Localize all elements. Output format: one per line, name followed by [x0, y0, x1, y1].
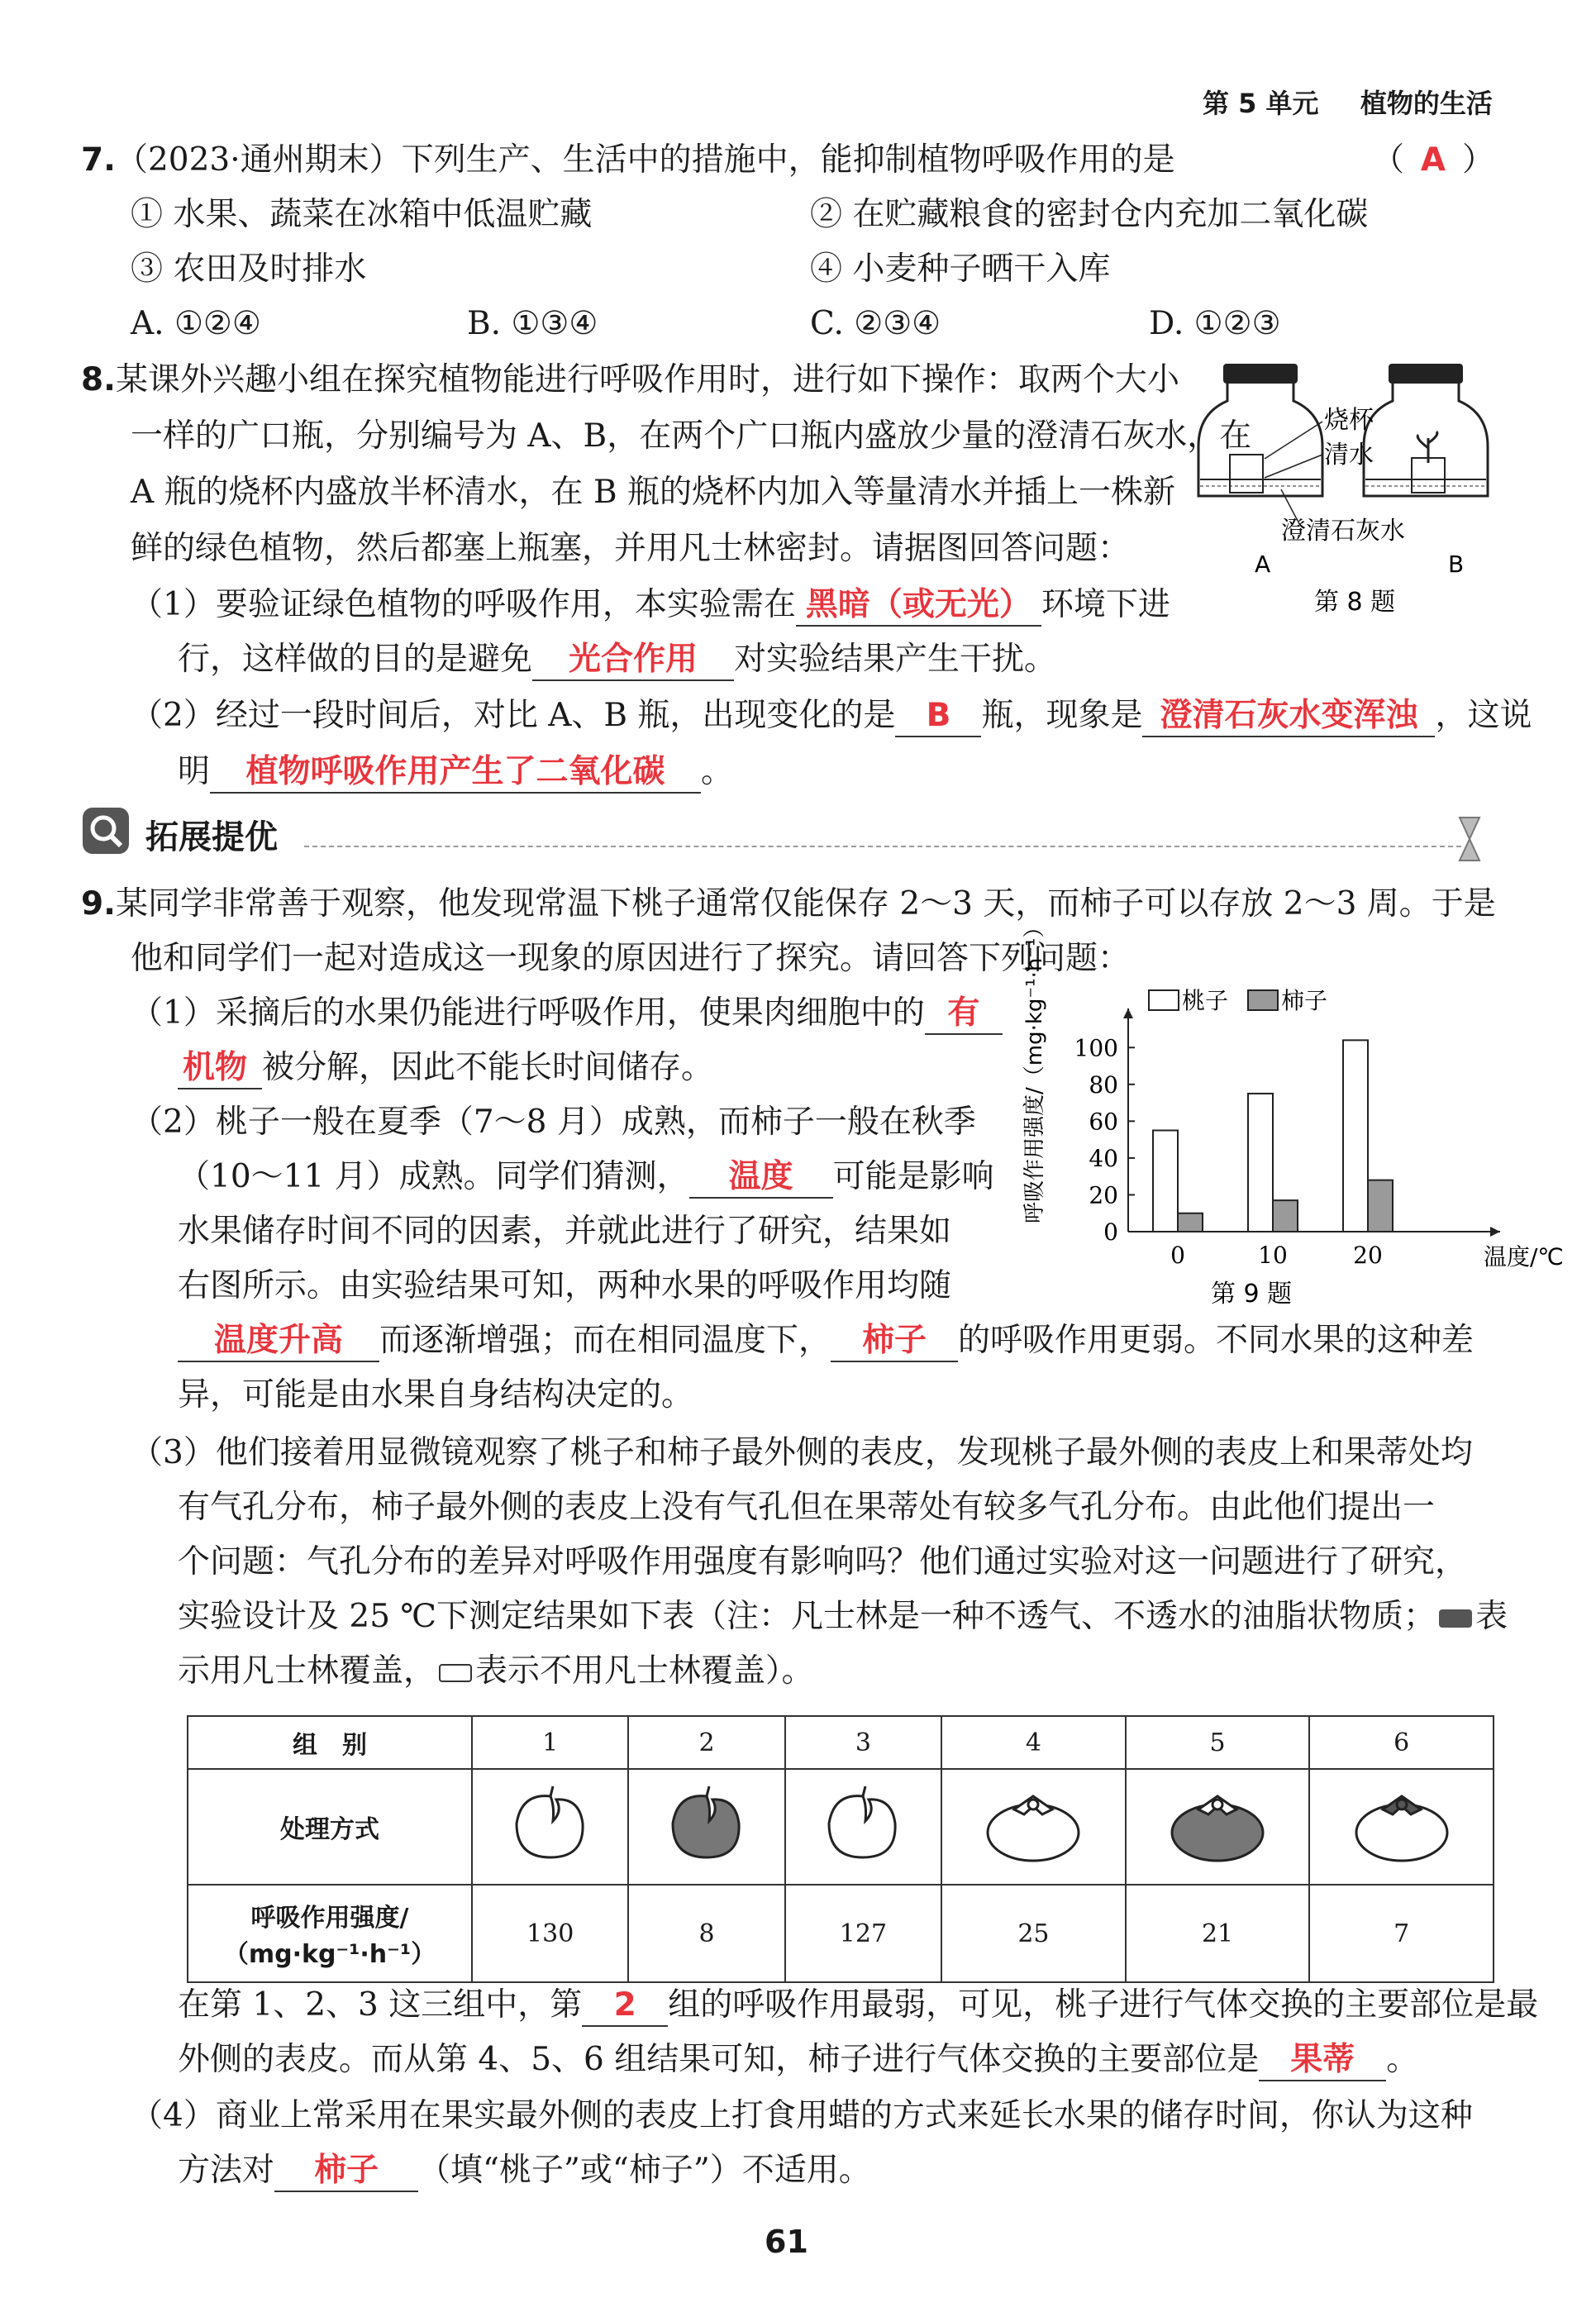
table-cell-fruit — [628, 1769, 784, 1885]
q9-chart-caption: 第 9 题 — [1211, 1280, 1293, 1309]
bar-peach — [1343, 1040, 1368, 1232]
peach-uncovered-icon — [817, 1778, 908, 1869]
persimmon-uncovered-icon — [979, 1778, 1087, 1869]
q8-p1-text: 对实验结果产生干扰。 — [734, 641, 1057, 678]
table-header-treatment: 处理方式 — [188, 1769, 472, 1885]
y-tick-label: 100 — [1074, 1034, 1118, 1062]
q8-p2-text: （2）经过一段时间后，对比 A、B 瓶，出现变化的是 — [131, 697, 896, 734]
q7-item-4: ④ 小麦种子晒干入库 — [810, 250, 1111, 288]
q8-line-1 — [81, 357, 1179, 403]
q9-part4-line1: （4）商业上常采用在果实最外侧的表皮上打食用蜡的方式来延长水果的储存时间，你认为这种 — [131, 2097, 1473, 2134]
q7-option-b: B. ①③④ — [467, 305, 598, 342]
q9-p3-text: 示用凡士林覆盖， — [178, 1652, 436, 1690]
q7-item-2: ② 在贮藏粮食的密封仓内充加二氧化碳 — [810, 196, 1369, 233]
peach-uncovered-icon — [505, 1778, 596, 1869]
q9-part2-line2 — [178, 1154, 994, 1200]
q9-p3-text: 。 — [1386, 2041, 1419, 2078]
y-axis-label: 呼吸作用强度/（mg·kg⁻¹·h⁻¹） — [1022, 916, 1047, 1223]
q8-answer-phenomenon: 澄清石灰水变浑浊 — [1142, 696, 1435, 737]
q9-p3-text: 组的呼吸作用最弱，可见，桃子进行气体交换的主要部位是最 — [668, 1986, 1539, 2024]
label-a: A — [1255, 551, 1271, 578]
legend-swatch-persimmon — [1248, 990, 1278, 1010]
table-row-intensity — [188, 1885, 1494, 1982]
paren-close: ） — [1462, 141, 1495, 179]
q9-p4-text: （填“桃子”或“柿子”）不适用。 — [418, 2152, 871, 2189]
q8-answer-photosynthesis: 光合作用 — [532, 640, 734, 681]
bar-peach — [1248, 1094, 1273, 1232]
q9-p3-text: 外侧的表皮。而从第 4、5、6 组结果可知，柿子进行气体交换的主要部位是 — [178, 2041, 1260, 2078]
q7-option-a: A. ①②④ — [131, 305, 261, 342]
q9-part1-line2 — [178, 1045, 713, 1091]
table-header-intensity — [188, 1885, 472, 1982]
table-cell-group: 6 — [1309, 1716, 1494, 1769]
label-b: B — [1448, 551, 1465, 578]
q8-line-3: A 瓶的烧杯内盛放半杯清水，在 B 瓶的烧杯内加入等量清水并插上一株新 — [131, 474, 1176, 511]
table-cell-fruit — [472, 1769, 628, 1885]
q9-chart — [992, 916, 1564, 1314]
bar-peach — [1153, 1131, 1178, 1232]
q9-p3-text: 表 — [1475, 1598, 1508, 1635]
page-number: 61 — [765, 2224, 808, 2260]
paren-open: （ — [1372, 141, 1405, 179]
q9-part3-after2 — [178, 2037, 1418, 2083]
q9-p1-text: 被分解，因此不能长时间储存。 — [262, 1049, 714, 1086]
table-cell-value: 8 — [628, 1885, 784, 1982]
q9-part1-line1 — [131, 990, 1003, 1037]
q9-p4-text: 方法对 — [178, 2152, 275, 2189]
label-limewater: 澄清石灰水 — [1281, 517, 1405, 546]
legend-label-persimmon: 柿子 — [1281, 987, 1328, 1014]
q9-answer-persimmon: 柿子 — [831, 1321, 958, 1362]
q8-line-2: 一样的广口瓶，分别编号为 A、B，在两个广口瓶内盛放少量的澄清石灰水，在 — [131, 417, 1252, 455]
bar-persimmon — [1368, 1180, 1393, 1232]
q9-part2-line6: 异，可能是由水果自身结构决定的。 — [178, 1376, 694, 1414]
bottle-b — [1364, 364, 1488, 496]
q9-part3-line3: 个问题：气孔分布的差异对呼吸作用强度有影响吗？他们通过实验对这一问题进行了研究， — [178, 1543, 1468, 1580]
bar-persimmon — [1178, 1213, 1203, 1232]
q8-answer-dark: 黑暗（或无光） — [796, 585, 1041, 627]
q9-p1-text: （1）采摘后的水果仍能进行呼吸作用，使果肉细胞中的 — [131, 994, 925, 1032]
label-water: 清水 — [1324, 441, 1374, 470]
section-divider — [304, 846, 1461, 847]
q8-answer-conclusion: 植物呼吸作用产生了二氧化碳 — [210, 752, 701, 794]
table-cell-value: 25 — [941, 1885, 1126, 1982]
table-row-treatment — [188, 1769, 1494, 1885]
q9-part2-line1: （2）桃子一般在夏季（7～8 月）成熟，而柿子一般在秋季 — [131, 1104, 976, 1141]
q7-answer-paren — [1372, 137, 1494, 184]
q8-line-4: 鲜的绿色植物，然后都塞上瓶塞，并用凡士林密封。请据图回答问题： — [131, 530, 1131, 567]
table-cell-fruit — [941, 1769, 1126, 1885]
q9-part4-line2 — [178, 2148, 871, 2194]
table-cell-value: 127 — [785, 1885, 941, 1982]
q9-p3-text: 实验设计及 25 ℃下测定结果如下表（注：凡士林是一种不透气、不透水的油脂状物质； — [178, 1598, 1436, 1635]
table-cell-fruit — [1309, 1769, 1494, 1885]
q9-p2-text: 可能是影响 — [832, 1158, 994, 1195]
q8-p2-text: 。 — [701, 753, 734, 790]
table-cell-fruit — [1126, 1769, 1310, 1885]
q9-answer-group: 2 — [582, 1986, 668, 2027]
q7-option-c: C. ②③④ — [810, 305, 941, 342]
q9-answer-organic-a: 有 — [925, 994, 1003, 1035]
q8-p1-text: （1）要验证绿色植物的呼吸作用，本实验需在 — [131, 586, 796, 623]
table-cell-group: 4 — [941, 1716, 1126, 1769]
table-cell-group: 5 — [1126, 1716, 1310, 1769]
q9-p2-text: 的呼吸作用更弱。不同水果的这种差 — [958, 1322, 1475, 1359]
table-header-group: 组 别 — [188, 1716, 472, 1769]
q9-answer-organic-b: 机物 — [178, 1048, 262, 1089]
q7-option-d: D. ①②③ — [1149, 305, 1281, 342]
x-tick-label: 20 — [1353, 1242, 1383, 1269]
q8-part1-line1 — [131, 582, 1170, 628]
peach-covered-icon — [661, 1778, 752, 1869]
x-tick-label: 0 — [1170, 1242, 1185, 1269]
legend-swatch-peach — [1149, 990, 1179, 1010]
header-unit: 第 5 单元 — [1203, 88, 1319, 119]
q7-stem: （2023·通州期末）下列生产、生活中的措施中，能抑制植物呼吸作用的是 — [115, 141, 1175, 179]
y-tick-label: 20 — [1089, 1181, 1118, 1209]
q7-item-1: ① 水果、蔬菜在冰箱中低温贮藏 — [131, 196, 593, 233]
q8-p2-text: 瓶，现象是 — [981, 697, 1143, 734]
bottle-a — [1198, 364, 1322, 496]
q9-part3-line2: 有气孔分布，柿子最外侧的表皮上没有气孔但在果蒂处有较多气孔分布。由此他们提出一 — [178, 1489, 1436, 1526]
table-cell-fruit — [785, 1769, 941, 1885]
q8-part2-line1 — [131, 693, 1532, 739]
q8-p1-text: 环境下进 — [1041, 586, 1170, 623]
q8-p1-text: 行，这样做的目的是避免 — [178, 641, 533, 678]
table-row-groups — [188, 1716, 1494, 1769]
intensity-label: 呼吸作用强度/ — [250, 1904, 409, 1933]
q9-answer-wax: 柿子 — [274, 2151, 418, 2192]
y-tick-label: 60 — [1089, 1108, 1118, 1136]
q8-answer-bottle: B — [895, 696, 981, 737]
table-cell-value: 7 — [1309, 1885, 1494, 1982]
table-cell-group: 1 — [472, 1716, 628, 1769]
q9-part2-line5 — [178, 1318, 1474, 1364]
label-beaker: 烧杯 — [1324, 406, 1374, 435]
q9-part3-line5 — [178, 1648, 814, 1695]
q9-p2-text: （10～11 月）成熟。同学们猜测， — [178, 1158, 689, 1195]
header-topic: 植物的生活 — [1360, 88, 1493, 119]
x-axis-label: 温度/℃ — [1484, 1243, 1564, 1271]
no-cover-swatch — [439, 1664, 472, 1682]
q9-p3-text: 表示不用凡士林覆盖）。 — [475, 1652, 814, 1690]
table-cell-value: 21 — [1126, 1885, 1310, 1982]
x-tick-label: 10 — [1258, 1242, 1288, 1269]
q9-answer-rising: 温度升高 — [178, 1321, 379, 1362]
q9-part2-line4: 右图所示。由实验结果可知，两种水果的呼吸作用均随 — [178, 1267, 952, 1304]
q9-text: 某同学非常善于观察，他发现常温下桃子通常仅能保存 2～3 天，而柿子可以存放 2～3 周。于是 — [115, 885, 1496, 923]
q9-line-2: 他和同学们一起对造成这一现象的原因进行了探究。请回答下列问题： — [131, 940, 1131, 977]
y-tick-label: 40 — [1089, 1144, 1118, 1172]
y-tick-label: 80 — [1089, 1070, 1118, 1099]
q9-line-1 — [81, 881, 1496, 927]
q7-number: 7. — [81, 141, 116, 179]
y-tick-label: 0 — [1103, 1218, 1118, 1246]
bar-persimmon — [1273, 1200, 1298, 1232]
table-cell-group: 3 — [785, 1716, 941, 1769]
q9-answer-temperature: 温度 — [689, 1157, 833, 1199]
q8-number: 8. — [81, 361, 116, 398]
page-header — [1203, 83, 1493, 121]
q7-stem-line — [81, 137, 1175, 184]
magnifier-icon — [81, 806, 131, 856]
persimmon-covered-body-icon — [1164, 1778, 1271, 1869]
section-title: 拓展提优 — [145, 818, 278, 856]
q8-p2-text: 明 — [178, 753, 211, 790]
q8-p2-text: ，这说 — [1435, 697, 1532, 734]
x-axis-arrow — [1490, 1227, 1500, 1237]
table-cell-group: 2 — [628, 1716, 784, 1769]
q9-part2-line3: 水果储存时间不同的因素，并就此进行了研究，结果如 — [178, 1213, 952, 1250]
q8-bottle-figure — [1190, 355, 1521, 628]
q9-part3-after1 — [178, 1982, 1538, 2029]
q8-part2-line2 — [178, 749, 733, 795]
q8-text: 某课外兴趣小组在探究植物能进行呼吸作用时，进行如下操作：取两个大小 — [115, 361, 1179, 398]
legend-label-peach: 桃子 — [1182, 987, 1229, 1014]
y-axis-arrow — [1123, 1008, 1133, 1018]
q7-answer: A — [1420, 141, 1446, 179]
table-cell-value: 130 — [472, 1885, 628, 1982]
vaseline-cover-swatch — [1439, 1609, 1472, 1628]
q7-item-3: ③ 农田及时排水 — [131, 250, 367, 288]
q9-p3-text: 在第 1、2、3 这三组中，第 — [178, 1986, 583, 2024]
q9-number: 9. — [81, 885, 116, 923]
q9-part3-line4 — [178, 1594, 1508, 1640]
q8-caption: 第 8 题 — [1314, 588, 1396, 617]
persimmon-covered-stem-icon — [1348, 1778, 1455, 1869]
q9-answer-stem: 果蒂 — [1259, 2040, 1386, 2081]
q9-p2-text: 而逐渐增强；而在相同温度下， — [379, 1322, 831, 1359]
experiment-table — [187, 1715, 1494, 1983]
hourglass-icon — [1453, 814, 1486, 864]
q8-part1-line2 — [178, 636, 1056, 683]
intensity-unit: （mg·kg⁻¹·h⁻¹） — [223, 1940, 436, 1969]
section-header — [81, 806, 1486, 864]
q9-part3-line1: （3）他们接着用显微镜观察了桃子和柿子最外侧的表皮，发现桃子最外侧的表皮上和果蒂处均 — [131, 1434, 1473, 1471]
